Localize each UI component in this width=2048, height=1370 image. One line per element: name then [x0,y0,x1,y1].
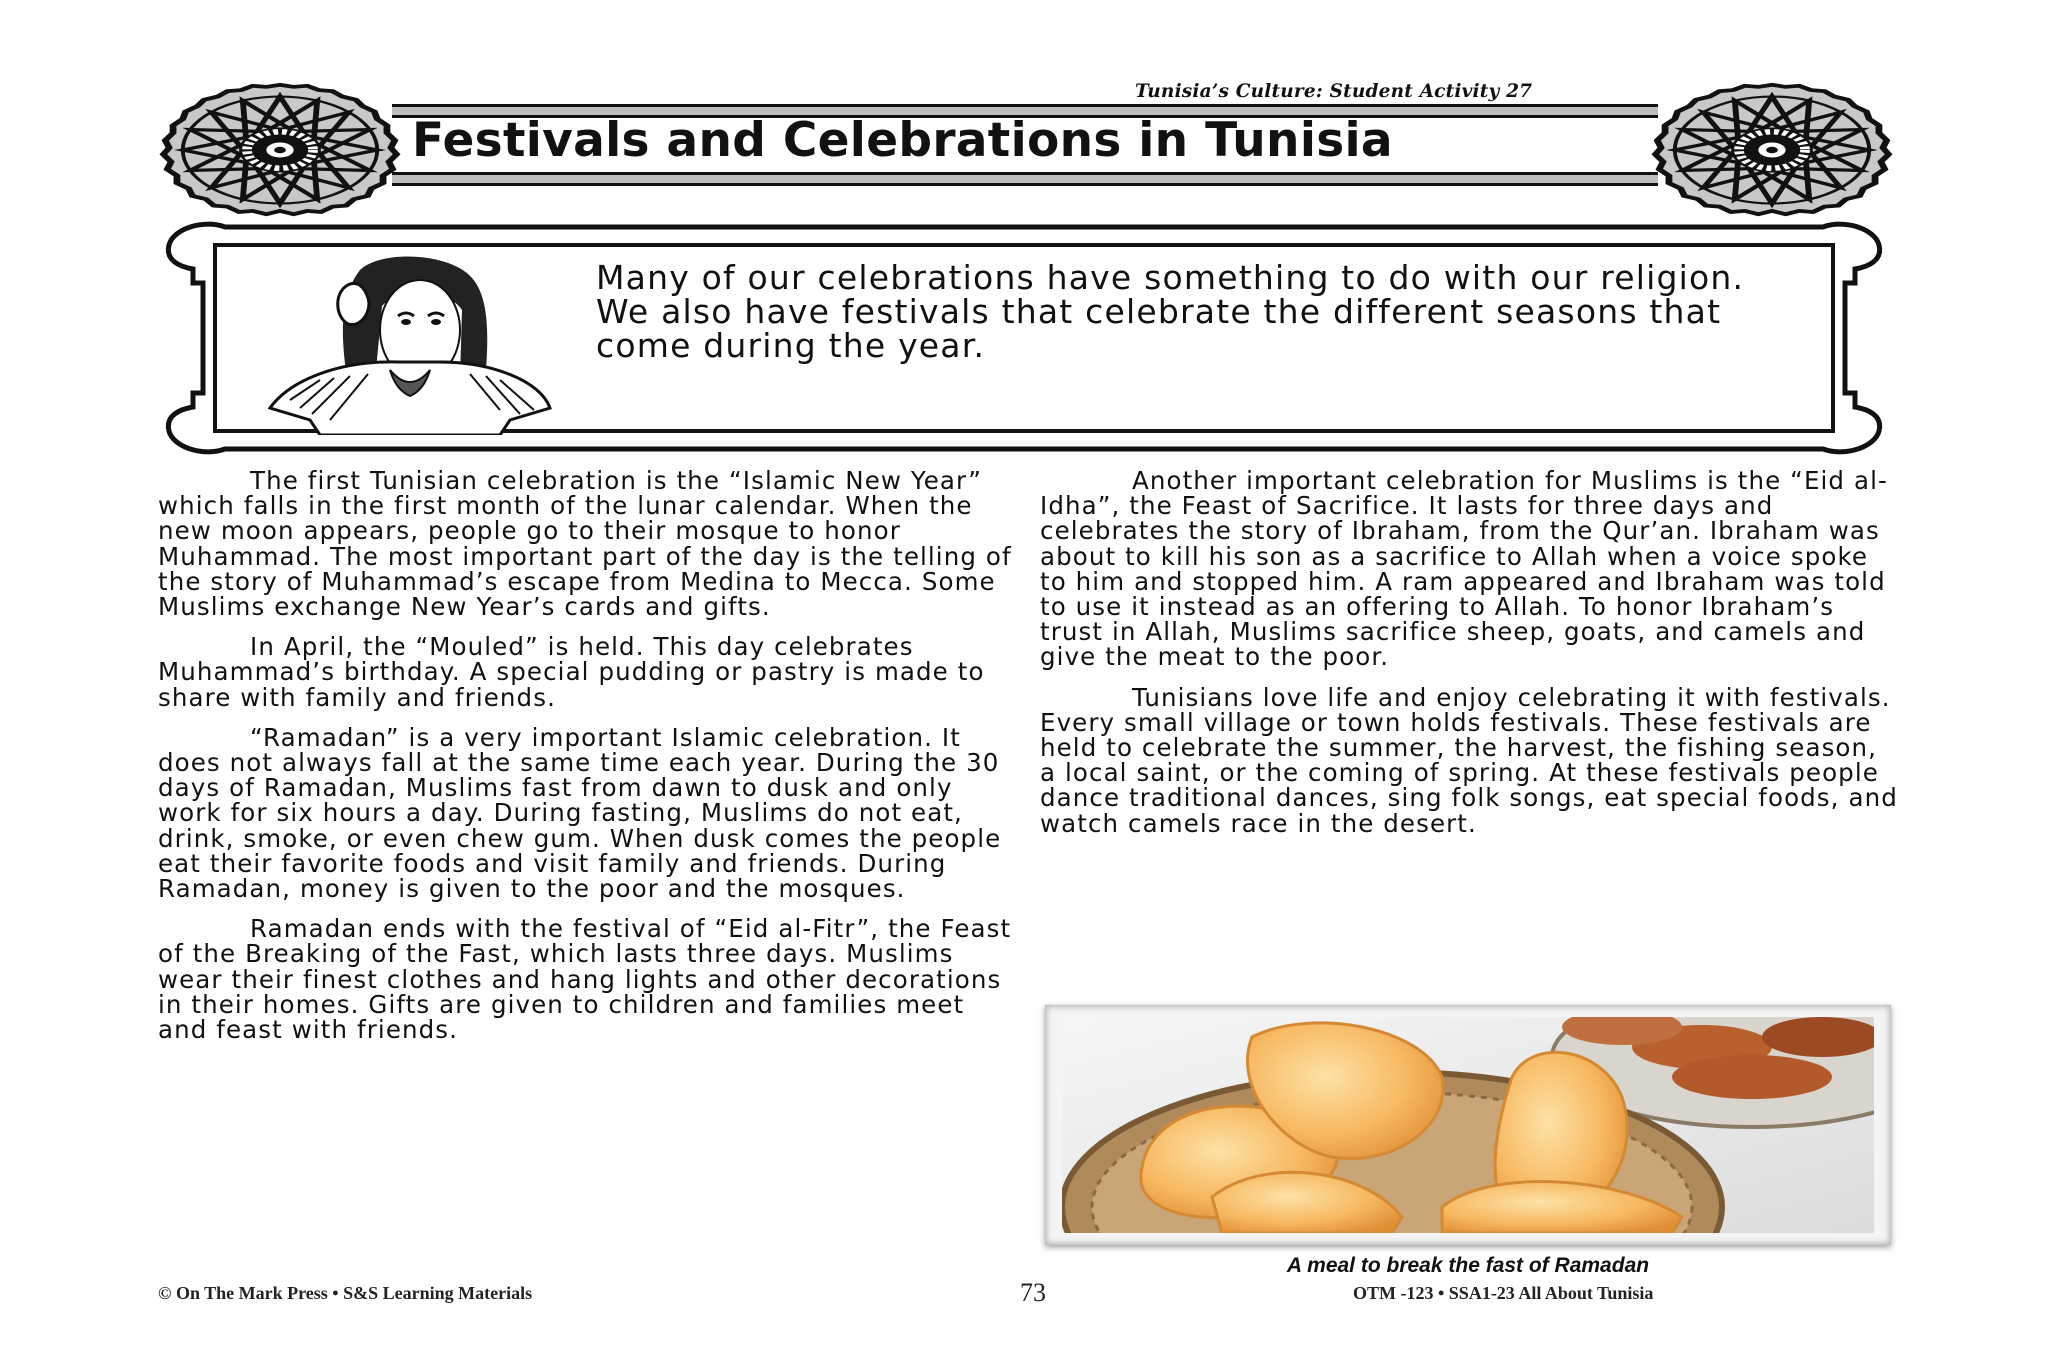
paragraph-eid-al-fitr: Ramadan ends with the festival of “Eid al-Fitr”, the Feast of the Breaking of the Fast, which lasts three days. Muslims wear their finest clothes and hang lights and other decorations in their homes. Gifts are given to children and families meet and feast with friends. [158,914,1012,1045]
activity-label: Tunisia’s Culture: Student Activity 27 [1135,81,1533,102]
paragraph-ramadan: “Ramadan” is a very important Islamic celebration. It does not always fall at the same time each year. During the 30 days of Ramadan, Muslims fast from dawn to dusk and only work for six hours a day. During fasting, Muslims do not eat, drink, smoke, or even chew gum. When dusk comes the people eat their favorite foods and visit family and friends. During Ramadan, money is given to the poor and the mosques. [158,722,1002,904]
footer-product-code: OTM -123 • SSA1-23 All About Tunisia [1353,1283,1654,1303]
footer-publisher: © On The Mark Press • S&S Learning Materials [158,1283,533,1303]
page-title: Festivals and Celebrations in Tunisia [412,113,1393,168]
girl-portrait-illustration [250,250,568,435]
callout-quote: Many of our celebrations have something to do with our religion. We also have festivals that celebrate the different seasons that come during the year. [596,258,1745,365]
photo-caption: A meal to break the fast of Ramadan [1286,1254,1650,1277]
title-rail-bottom [392,172,1658,186]
paragraph-local-festivals: Tunisians love life and enjoy celebrating it with festivals. Every small village or town holds festivals. These festivals are held to celebrate the summer, the harvest, the fishing season, a local saint, or the coming of spring. At these festivals people dance traditional dances, sing folk songs, eat special foods, and watch camels race in the desert. [1040,682,1898,838]
rosette-ornament-icon [1644,80,1900,220]
paragraph-islamic-new-year: The first Tunisian celebration is the “Islamic New Year” which falls in the first month of the lunar calendar. When the new moon appears, people go to their mosque to honor Muhammad. The most important part of the day is the telling of the story of Muhammad’s escape from Medina to Mecca. Some Muslims exchange New Year’s cards and gifts. [158,466,1012,622]
left-column [158,468,1018,1057]
paragraph-eid-al-idha: Another important celebration for Muslims is the “Eid al-Idha”, the Feast of Sacrifice. It lasts for three days and celebrates the story of Ibraham, from the Qur’an. Ibraham was about to kill his son as a sacrifice to Allah when a voice spoke to him and stopped him. A ram appeared and Ibraham was told to use it instead as an offering to Allah. To honor Ibraham’s trust in Allah, Muslims sacrifice sheep, goats, and camels and give the meat to the poor. [1040,466,1888,672]
rosette-ornament-icon [152,80,408,220]
page-number: 73 [1020,1278,1046,1307]
ramadan-pastries-photo [1062,1017,1874,1233]
paragraph-mouled: In April, the “Mouled” is held. This day celebrates Muhammad’s birthday. A special pudding or pastry is made to share with family and friends. [158,632,985,712]
right-column [1040,468,1900,851]
